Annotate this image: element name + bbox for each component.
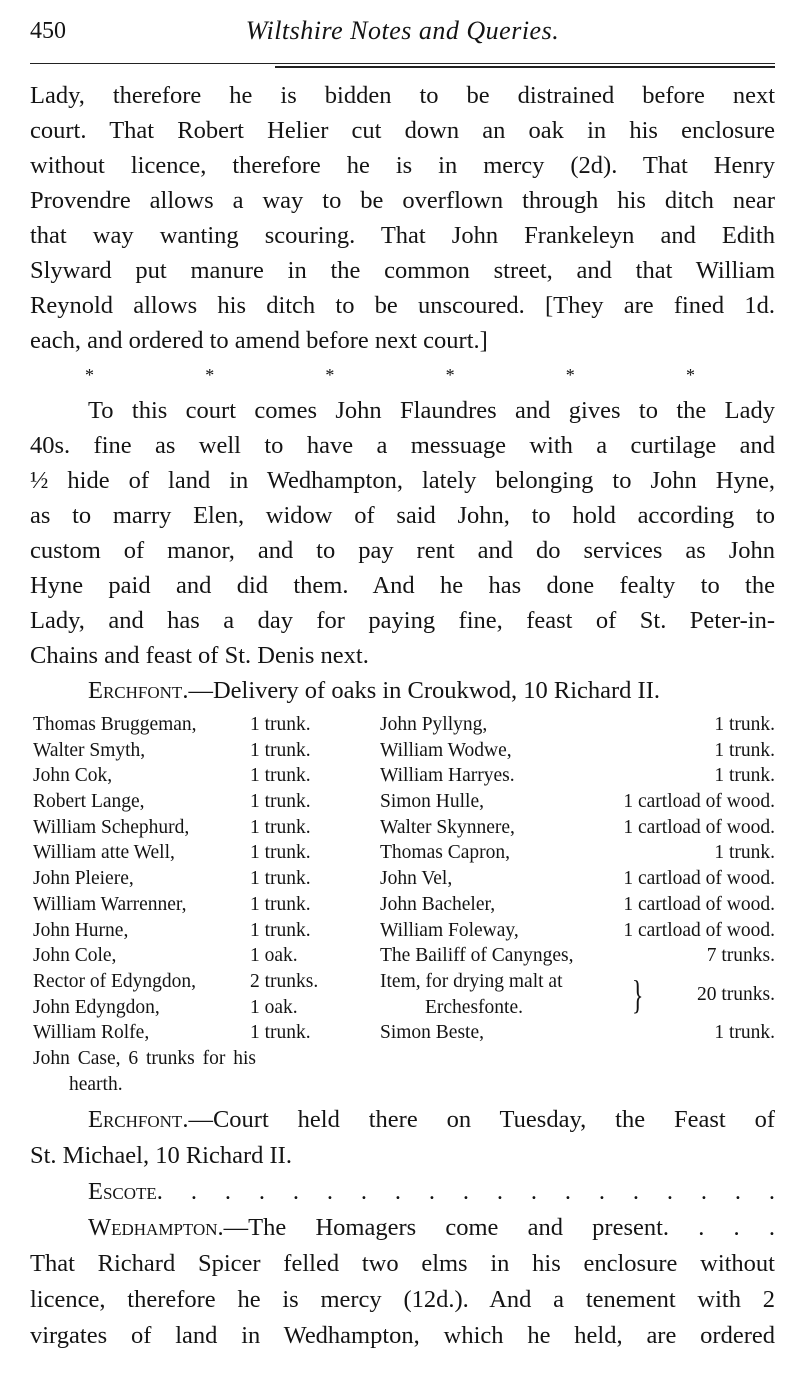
table-row	[380, 789, 775, 815]
page-number: 450	[30, 18, 66, 44]
recipient: William Wodwe,	[380, 739, 512, 761]
amount: 1 trunk.	[250, 739, 311, 761]
table-row	[33, 738, 343, 764]
text-line: To this court comes John Flaundres and gives to the Lady	[88, 397, 775, 424]
table-row: John Case, 6 trunks for his	[33, 1047, 256, 1069]
amount: 1 trunk.	[714, 842, 775, 864]
asterisk: *	[85, 365, 94, 385]
text-line: Chains and feast of St. Denis next.	[30, 642, 369, 669]
table-row	[380, 892, 775, 918]
recipient: William Harryes.	[380, 765, 515, 787]
table-row	[33, 763, 343, 789]
closing-section	[30, 1102, 775, 1354]
table-row	[33, 995, 343, 1021]
text-line: Slyward put manure in the common street, and that William	[30, 257, 775, 284]
text-line: Hyne paid and did them. And he has done fealty to the	[30, 572, 775, 599]
amount: 1 trunk.	[250, 1022, 311, 1044]
amount: 1 trunk.	[250, 714, 311, 735]
recipient: John Pleiere,	[33, 868, 134, 890]
table-row	[380, 918, 775, 944]
text-line: that way wanting scouring. That John Frankeleyn and Edith	[30, 222, 775, 249]
amount: 1 trunk.	[714, 714, 775, 735]
recipient: Thomas Capron,	[380, 842, 510, 864]
recipient: Walter Skynnere,	[380, 816, 515, 838]
recipient: John Edyngdon,	[33, 996, 160, 1018]
brace-icon: }	[631, 971, 644, 1017]
recipient: Rector of Edyngdon,	[33, 970, 197, 992]
asterisk-divider	[30, 358, 775, 393]
asterisk: *	[445, 365, 455, 385]
text-line: Lady, and has a day for paying fine, feast of St. Peter-in-	[30, 607, 775, 634]
text-line: licence, therefore he is mercy (12d.). And a tenement with 2	[30, 1286, 775, 1313]
item-line-1: Item, for drying malt at	[380, 970, 563, 992]
recipient: William Rolfe,	[33, 1022, 150, 1044]
amount: 1 trunk.	[250, 842, 311, 864]
text-line: each, and ordered to amend before next court.]	[30, 327, 488, 354]
recipient: Robert Lange,	[33, 791, 145, 813]
text-line: ½ hide of land in Wedhampton, lately belonging to John Hyne,	[30, 467, 775, 494]
text-line: Reynold allows his ditch to be unscoured. [They are fined 1d.	[30, 292, 775, 319]
delivery-column-left	[33, 712, 343, 1097]
table-row	[33, 866, 343, 892]
text-line: St. Michael, 10 Richard II.	[30, 1142, 292, 1169]
amount: 1 oak.	[250, 945, 298, 967]
amount: 1 trunk.	[250, 893, 311, 915]
recipient: John Bacheler,	[380, 893, 496, 915]
table-row	[380, 815, 775, 841]
amount: 1 cartload of wood.	[623, 919, 775, 941]
delivery-column-right	[380, 712, 775, 1046]
dot-leader: . . . . . . . . . . . . . . . . . .	[190, 1178, 775, 1205]
wedhampton-heading	[30, 1210, 775, 1246]
table-row	[380, 840, 775, 866]
amount: 1 trunk.	[250, 816, 311, 838]
amount: 7 trunks.	[706, 945, 775, 967]
recipient: John Vel,	[380, 868, 453, 890]
amount: 1 cartload of wood.	[623, 791, 775, 813]
table-row	[33, 789, 343, 815]
table-row	[33, 840, 343, 866]
text-line: as to marry Elen, widow of said John, to hold according to	[30, 502, 775, 529]
table-row	[380, 1020, 775, 1046]
recipient: Simon Hulle,	[380, 791, 485, 813]
running-title: Wiltshire Notes and Queries.	[245, 16, 560, 45]
table-row	[33, 892, 343, 918]
amount: 1 oak.	[250, 996, 298, 1018]
header-rule-thick	[275, 66, 775, 68]
amount: 1 cartload of wood.	[623, 893, 775, 915]
amount: 1 cartload of wood.	[623, 816, 775, 838]
recipient: Thomas Bruggeman,	[33, 714, 197, 735]
amount: 1 trunk.	[250, 765, 311, 787]
table-row-bracketed	[380, 969, 775, 1020]
amount: 20 trunks.	[697, 983, 775, 1005]
text-line: without licence, therefore he is in mercy (2d). That Henry	[30, 152, 775, 179]
text-line: court. That Robert Helier cut down an oak in his enclosure	[30, 117, 775, 144]
item-line-2: Erchesfonte.	[425, 996, 523, 1018]
table-row	[33, 712, 343, 738]
amount: 1 trunk.	[714, 739, 775, 761]
place-name: Escote.	[88, 1178, 163, 1205]
paragraph-1	[30, 78, 775, 708]
delivery-heading	[30, 673, 775, 708]
table-row	[380, 763, 775, 789]
header-rule	[30, 63, 775, 64]
table-row	[33, 918, 343, 944]
amount: 2 trunks.	[250, 970, 319, 992]
court-text: —Court held there on Tuesday, the Feast of	[188, 1106, 775, 1133]
recipient: William Schephurd,	[33, 816, 190, 838]
table-row	[380, 738, 775, 764]
court-heading	[30, 1102, 775, 1138]
text-line: That Richard Spicer felled two elms in his enclosure without	[30, 1250, 775, 1277]
asterisk: *	[685, 365, 695, 385]
text-line: custom of manor, and to pay rent and do services as John	[30, 537, 775, 564]
recipient: The Bailiff of Canynges,	[380, 945, 574, 967]
table-row	[380, 712, 775, 738]
asterisk: *	[325, 365, 335, 385]
asterisk: *	[205, 365, 215, 385]
amount: 1 trunk.	[250, 868, 311, 890]
recipient: John Hurne,	[33, 919, 129, 941]
table-row	[380, 943, 775, 969]
recipient: John Pyllyng,	[380, 714, 488, 735]
recipient: William Warrenner,	[33, 893, 187, 915]
recipient: William Foleway,	[380, 919, 519, 941]
amount: 1 cartload of wood.	[623, 868, 775, 890]
table-row-continuation: hearth.	[69, 1073, 123, 1095]
amount: 1 trunk.	[250, 791, 311, 813]
heading-text: —Delivery of oaks in Croukwod, 10 Richard II.	[188, 677, 660, 704]
asterisk: *	[565, 365, 575, 385]
recipient: John Cole,	[33, 945, 117, 967]
text-line: Lady, therefore he is bidden to be distrained before next	[30, 82, 775, 109]
place-name: Erchfont.	[88, 1106, 189, 1133]
text-line: virgates of land in Wedhampton, which he held, are ordered	[30, 1322, 775, 1349]
table-row	[33, 969, 343, 995]
place-name: Erchfont.	[88, 677, 189, 704]
escote-heading	[30, 1174, 775, 1210]
table-row	[33, 815, 343, 841]
heading-text: —The Homagers come and present. . . .	[223, 1214, 775, 1241]
running-header	[30, 14, 775, 54]
recipient: William atte Well,	[33, 842, 175, 864]
amount: 1 trunk.	[714, 765, 775, 787]
text-line: 40s. fine as well to have a messuage with a curtilage and	[30, 432, 775, 459]
table-row	[380, 866, 775, 892]
table-row	[33, 943, 343, 969]
amount: 1 trunk.	[250, 919, 311, 941]
place-name: Wedhampton.	[88, 1214, 224, 1241]
recipient: Simon Beste,	[380, 1022, 485, 1044]
table-row	[33, 1020, 343, 1046]
recipient: Walter Smyth,	[33, 739, 146, 761]
recipient: John Cok,	[33, 765, 113, 787]
text-line: Provendre allows a way to be overflown through his ditch near	[30, 187, 775, 214]
amount: 1 trunk.	[714, 1022, 775, 1044]
